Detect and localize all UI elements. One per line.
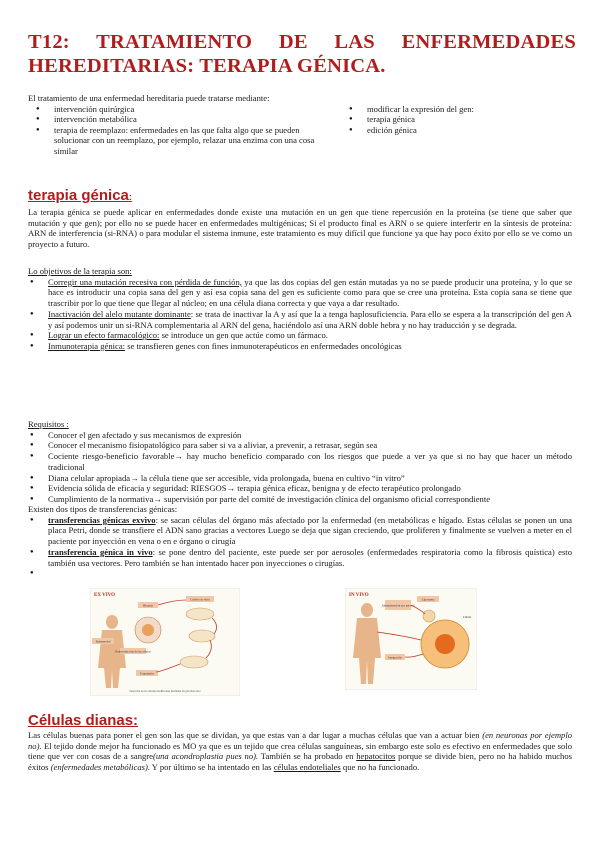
- text-run: Y por último se ha intentado en las: [149, 762, 274, 773]
- step-label: Cultivo in vitro: [190, 597, 210, 602]
- text-run: También se ha probado en: [258, 751, 357, 762]
- page-title: T12: TRATAMIENTO DE LAS ENFERMEDADES HEREDITARIAS: TERAPIA GÉNICA.: [28, 31, 576, 77]
- item-text: se introduce un gen que actúe como un fármaco.: [159, 330, 328, 341]
- section-heading-celulas-dianas: Células dianas:: [28, 712, 139, 729]
- text-run-italic: (enfermedades metabólicas).: [50, 762, 150, 773]
- step-label: Expansión: [140, 671, 154, 676]
- figure-label: IN VIVO: [349, 593, 369, 598]
- liposome: [423, 610, 435, 622]
- item-lead: Inactivación del alelo mutante dominante: [48, 308, 191, 319]
- list-item: ● terapia de reemplazo: enfermedades en las que falta algo que se pueden solucionar con un reemplazo, por ejemplo, relazar una enzima con una cosa similar: [28, 125, 323, 157]
- petri-dish: [180, 656, 208, 668]
- list-item: ● Diana celular apropiada→ la célula tiene que ser accesible, vida prolongada, buena en cultivo “in vitro”: [28, 473, 572, 484]
- list-item: [28, 341, 572, 352]
- item-text: ya que las dos copias del gen están mutadas ya no se puede producir una proteína, y lo que se hace es introducir una copia sana del gen y así esa copia sana del gen es suficiente como para que se cree una proteína. Esta copia sana se tiene que trascribir por lo que tiene que llegar al núcleo; en una célula diana correcta y que vaya a dar resultado.: [48, 276, 573, 309]
- list-item: [28, 330, 572, 341]
- list-item: ● terapia génica: [341, 114, 474, 125]
- item-text: : se sacan células del órgano más afectado por la enfermedad (en metabólicas e hígado. Estas células se ponen un una placa Petri, donde se transfiere el ADN sano gracias a vectores Luego se deja que sigan creciendo, que proliferen y finalmente se vuelven a meter en el paciente por inyección en vena o en e órgano o cirugía: [48, 514, 572, 547]
- text-run: Las células buenas para poner el gen son las que se dividan, ya que estas van a dar lugar a muchas células que van a actuar bien: [28, 730, 483, 740]
- requisitos-block: [28, 419, 572, 505]
- text-run: El tejido donde mejor ha funcionado es MO ya que es un tejido que crea células sanguíneas, sin embargo este solo es efectivo en enfermedades que solo tiene que ver con cosas de a sangre: [28, 740, 572, 762]
- section-heading-terapia-genica: [28, 187, 132, 204]
- figures-row: [0, 588, 600, 698]
- item-lead: Corregir una mutación recesiva con pérdida de función,: [48, 276, 242, 287]
- in-vivo-figure: [345, 588, 477, 690]
- step-label: Integración: [388, 655, 402, 660]
- list-item: [28, 547, 572, 568]
- transferencias-list: [28, 515, 572, 579]
- transferencias-heading: Existen dos tipos de transferencias génicas:: [28, 504, 178, 514]
- item-text: : se pone dentro del paciente, este puede ser por aerosoles (enfermedades respiratoria como la fibrosis quística) esto también usa vectores. Pero también se han intentado hacer pon inyecciones o cirugías.: [48, 546, 572, 568]
- list-item: ● Conocer el gen afectado y sus mecanismos de expresión: [28, 430, 572, 441]
- step-label: Célula: [462, 615, 472, 619]
- terapia-paragraph: La terapia génica se puede aplicar en enfermedades donde existe una mutación en un gen que tiene repercusión en la proteína (se tiene que saber que mutación y que gen); por ello no se puede hacer en enfermedades multigénicas; Si el producto final es ARN o se quiere interferir en la síntesis de proteína: ARN de interferencia (si-RNA) o para modular el sistema inmune, este tratamiento es muy difícil que funcione ya que hay poco éxito por ello se ve como un proyecto a futuro.: [28, 207, 572, 250]
- petri-dish: [189, 630, 215, 642]
- text-run: que no ha funcionado.: [340, 762, 420, 773]
- intro-left-list: [28, 104, 323, 157]
- head-shape: [106, 615, 118, 629]
- step-label: Administración por aerosol: [381, 603, 415, 608]
- list-item: [28, 277, 572, 309]
- list-item: ● intervención quirúrgica: [28, 104, 323, 115]
- ex-vivo-figure: [90, 588, 240, 696]
- list-item: [28, 515, 572, 547]
- item-lead: Inmunoterapia génica:: [48, 340, 126, 351]
- celulas-paragraph: [28, 730, 572, 773]
- step-label: Biopsia: [143, 603, 153, 608]
- text-run: porque se divide bien, pero no ha habido muchos éxitos: [28, 751, 572, 773]
- petri-dish: [186, 608, 214, 620]
- heading-colon: :: [128, 192, 132, 202]
- intro-right-list: [341, 104, 474, 157]
- objectives-heading: Lo objetivos de la terapia son:: [28, 266, 132, 276]
- text-run-underlined: células endoteliales: [273, 762, 341, 773]
- objectives-list: [28, 277, 572, 352]
- list-item: ● modificar la expresión del gen:: [341, 104, 474, 115]
- text-run-underlined: hepatocitos: [356, 751, 396, 762]
- text-run-italic: (en neuronas por ejemplo no).: [28, 730, 573, 751]
- list-item: ● Conocer el mecanismo fisiopatológico para saber si va a aliviar, a prevenir, a retrasar, según sea: [28, 440, 572, 451]
- intro-columns: [28, 104, 576, 157]
- intro-lead: El tratamiento de una enfermedad hereditaria puede tratarse mediante:: [28, 93, 270, 103]
- figure-label: EX VIVO: [94, 593, 116, 598]
- nucleus: [435, 634, 455, 654]
- item-lead: Lograr un efecto farmacológico:: [48, 330, 160, 341]
- list-item: ● Cociente riesgo-beneficio favorable→ hay mucho beneficio comparado con los riesgos que puede a ver ya que si no hay que hacer un método tradicional: [28, 451, 572, 472]
- step-label: Reintroducción de las células: [115, 649, 151, 654]
- objectives-block: [28, 266, 572, 352]
- transferencias-block: [28, 504, 572, 578]
- list-item: ● Evidencia sólida de eficacia y seguridad: RIESGOS→ terapia génica eficaz, benigna y de efecto terapéutico prolongado: [28, 483, 572, 494]
- intro-block: [28, 93, 576, 157]
- requisitos-heading: Requisitos :: [28, 419, 69, 429]
- list-item: [28, 309, 572, 330]
- item-text: : se trata de inactivar la A y así que la a tenga haplosuficiencia. Para ello se espera a la transcripción del gen A y así podemos unir un si-RNA complementaria al ARN del gena, haciéndolo así una ARN doble hebra y no hay traducción y se degrada.: [48, 308, 572, 330]
- celulas-paragraph-block: [28, 730, 572, 773]
- heading-text: terapia génica: [28, 187, 129, 204]
- step-label: Enfermedad: [95, 639, 111, 644]
- list-item: ● intervención metabólica: [28, 114, 323, 125]
- step-label: Liposoma: [421, 597, 435, 602]
- item-lead: transferencias génicas exvivo: [48, 514, 156, 525]
- figure-caption: Selección de las células modificadas mediante un gen marcador: [129, 690, 201, 693]
- requisitos-list: [28, 430, 572, 505]
- list-item: ● edición génica: [341, 125, 474, 136]
- nucleus: [142, 624, 154, 636]
- list-item: [28, 568, 572, 578]
- item-lead: transferencia génica in vivo: [48, 546, 153, 557]
- head-shape: [361, 603, 373, 617]
- terapia-paragraph-block: [28, 207, 572, 250]
- list-item: ● Cumplimiento de la normativa→ supervisión por parte del comité de investigación clínica del organismo oficial correspondiente: [28, 494, 572, 505]
- item-text: se transfieren genes con fines inmunoterapéuticos en enfermedades oncológicas: [125, 340, 402, 351]
- text-run-italic: (una acondroplastia pues no).: [152, 751, 259, 762]
